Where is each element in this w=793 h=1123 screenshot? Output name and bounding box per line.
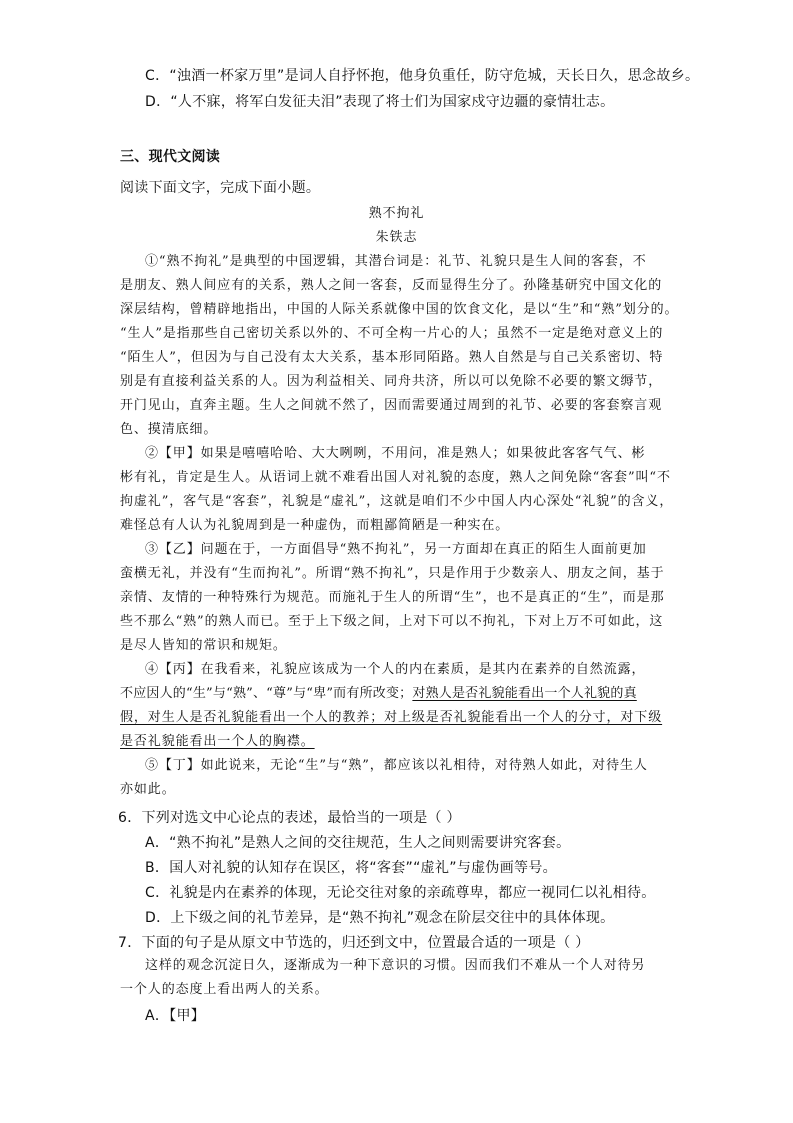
article-line: ③【乙】问题在于，一方面倡导“熟不拘礼”，另一方面却在真正的陌生人面前更加 (145, 542, 647, 557)
article-line: “生人”是指那些自己密切关系以外的、不可全构一片心的人；虽然不一定是绝对意义上的 (120, 326, 664, 341)
article-line: 是尽人皆知的常识和规矩。 (120, 638, 287, 653)
article-line: ②【甲】如果是嘻嘻哈哈、大大咧咧，不用问，准是熟人；如果彼此客客气气、彬 (145, 446, 646, 461)
question-6-stem: 6．下列对选文中心论点的表述，最恰当的一项是（ ） (118, 810, 461, 826)
article-line: 别是有直接利益关系的人。因为利益相关、同舟共济，所以可以免除不必要的繁文缛节， (120, 374, 663, 389)
question-7-stem: 7．下面的句子是从原文中节选的，归还到文中，位置最合适的一项是（ ） (118, 935, 590, 951)
question-7-option-a[interactable]: A．【甲】 (145, 1008, 206, 1024)
question-6-option-d[interactable]: D．上下级之间的礼节差异，是“熟不拘礼”观念在阶层交往中的具体体现。 (145, 910, 615, 926)
article-line: 亦如此。 (120, 782, 176, 797)
article-line-plain: 不应因人的“生”与“熟”、“尊”与“卑”而有所改变； (120, 686, 413, 701)
article-line: ①“熟不拘礼”是典型的中国逻辑，其潜台词是：礼节、礼貌只是生人间的客套，不 (145, 254, 647, 269)
article-title: 熟不拘礼 (368, 206, 425, 221)
article-line: 蛮横无礼，并没有“生而拘礼”。所谓“熟不拘礼”，只是作用于少数亲人、朋友之间，基于 (120, 566, 665, 581)
article-line: 拘虚礼”，客气是“客套”，礼貌是“虚礼”，这就是咱们不少中国人内心深处“礼貌”的含义， (120, 494, 674, 509)
article-line: 亲情、友情的一种特殊行为规范。而施礼于生人的所谓“生”，也不是真正的“生”，而是那 (120, 590, 665, 605)
article-line: 些不那么“熟”的熟人而已。至于上下级之间，上对下可以不拘礼，下对上万不可如此，这 (120, 614, 664, 629)
article-line: “陌生人”，但因为与自己没有太大关系，基本形同陌路。熟人自然是与自己关系密切、特 (120, 350, 664, 365)
article-line: ④【丙】在我看来，礼貌应该成为一个人的内在素质，是其内在素养的自然流露， (145, 662, 646, 677)
article-line: 难怪总有人认为礼貌周到是一种虚伪，而粗鄙简陋是一种实在。 (120, 518, 510, 533)
question-6-option-c[interactable]: C．礼貌是内在素养的体现，无论交往对象的亲疏尊卑，都应一视同仁以礼相待。 (145, 885, 656, 901)
section-title: 三、现代文阅读 (120, 149, 221, 165)
article-line: ⑤【丁】如此说来，无论“生”与“熟”，都应该以礼相待，对待熟人如此，对待生人 (145, 758, 648, 773)
question-7-quote: 一个人的态度上看出两人的关系。 (120, 982, 329, 997)
question-6-option-a[interactable]: A．“熟不拘礼”是熟人之间的交往规范，生人之间则需要讲究客套。 (145, 835, 571, 851)
article-line: 色、摸清底细。 (120, 422, 218, 437)
question-7-quote: 这样的观念沉淀日久，逐渐成为一种下意识的习惯。因而我们不难从一个人对待另 (145, 958, 646, 973)
article-line: 开门见山，直奔主题。生人之间就不然了，因而需要通过周到的礼节、必要的客套察言观 (120, 398, 663, 413)
article-author: 朱铁志 (375, 230, 418, 245)
instruction: 阅读下面文字，完成下面小题。 (120, 180, 321, 196)
article-line-underlined: 是否礼貌能看出一个人的胸襟。 (120, 734, 315, 749)
article-line-underlined: 假，对生人是否礼貌能看出一个人的教养；对上级是否礼貌能看出一个人的分寸，对下级 (120, 710, 663, 725)
article-line: 是朋友、熟人间应有的关系，熟人之间一客套，反而显得生分了。孙隆基研究中国文化的 (120, 278, 663, 293)
article-line-underlined: 对熟人是否礼貌能看出一个人礼貌的真 (412, 686, 637, 701)
option-prev-d: D．“人不寐，将军白发征夫泪”表现了将士们为国家戍守边疆的豪情壮志。 (145, 94, 615, 110)
article-line: 彬有礼，肯定是生人。从语词上就不难看出国人对礼貌的态度，熟人之间免除“客套”叫“不 (120, 470, 671, 485)
article-line: 深层结构，曾精辟地指出，中国的人际关系就像中国的饮食文化，是以“生”和“熟”划分的。 (120, 302, 679, 317)
article-line (120, 684, 637, 704)
question-6-option-b[interactable]: B．国人对礼貌的认知存在误区，将“客套”“虚礼”与虚伪画等号。 (145, 860, 557, 876)
option-prev-c: C．“浊酒一杯家万里”是词人自抒怀抱，他身负重任，防守危城，天长日久，思念故乡。 (145, 68, 700, 84)
